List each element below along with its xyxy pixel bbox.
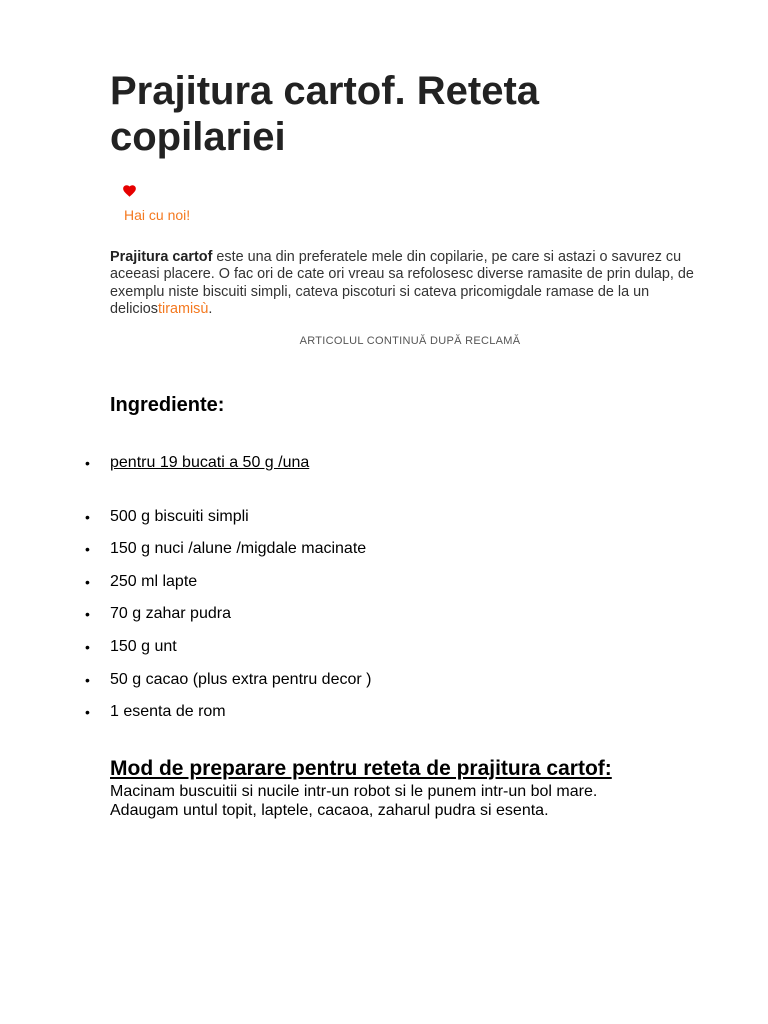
ingredient-text: 70 g zahar pudra: [110, 605, 231, 622]
bullet: •: [85, 704, 90, 720]
ingredient-text: 50 g cacao (plus extra pentru decor ): [110, 671, 372, 688]
bullet: •: [85, 455, 90, 471]
tiramisu-link[interactable]: tiramisù: [158, 300, 209, 317]
portion-text: pentru 19 bucati a 50 g /una: [110, 454, 310, 471]
ingredient-item: [85, 638, 177, 656]
bullet: •: [85, 541, 90, 557]
ingredient-item: [85, 573, 198, 591]
bullet: •: [85, 509, 90, 525]
ingredients-heading: Ingrediente:: [110, 394, 225, 416]
intro-bold-lead: Prajitura cartof: [110, 249, 213, 265]
ingredient-text: 150 g nuci /alune /migdale macinate: [110, 540, 367, 557]
ad-notice: ARTICOLUL CONTINUĂ DUPĂ RECLAMĂ: [299, 335, 521, 347]
hai-cu-noi-link[interactable]: Hai cu noi!: [124, 207, 191, 223]
bullet: •: [85, 672, 90, 688]
ingredient-item: [85, 508, 249, 526]
bullet: •: [85, 574, 90, 590]
heart-icon[interactable]: [123, 185, 137, 199]
ingredient-item: [85, 605, 231, 623]
ingredient-item: [85, 540, 367, 558]
intro-end: .: [208, 300, 213, 317]
preparation-line: Adaugam untul topit, laptele, cacaoa, zaharul pudra si esenta.: [110, 802, 549, 819]
ingredient-text: 500 g biscuiti simpli: [110, 508, 249, 525]
preparation-line: Macinam buscuitii si nucile intr-un robot si le punem intr-un bol mare.: [110, 783, 598, 800]
page-title: Prajitura cartof. Reteta copilariei: [110, 69, 540, 159]
ingredient-text: 250 ml lapte: [110, 573, 198, 590]
ingredient-text: 1 esenta de rom: [110, 703, 226, 720]
ingredient-text: 150 g unt: [110, 638, 177, 655]
intro-text: este una din preferatele mele din copilarie, pe care si astazi o savurez cu aceeasi placere. O fac ori de cate ori vreau sa refolosesc diverse ramasite de prin dulap, de exemplu niste biscuiti simpli, cateva piscoturi si cateva pricomigdale ramase de la un delicios: [110, 249, 694, 317]
ingredient-item: [85, 703, 226, 721]
intro-paragraph: [110, 249, 710, 318]
portion-item: [85, 454, 310, 472]
ingredient-item: [85, 671, 372, 689]
bullet: •: [85, 639, 90, 655]
bullet: •: [85, 606, 90, 622]
preparation-heading: Mod de preparare pentru reteta de prajitura cartof:: [110, 757, 612, 780]
